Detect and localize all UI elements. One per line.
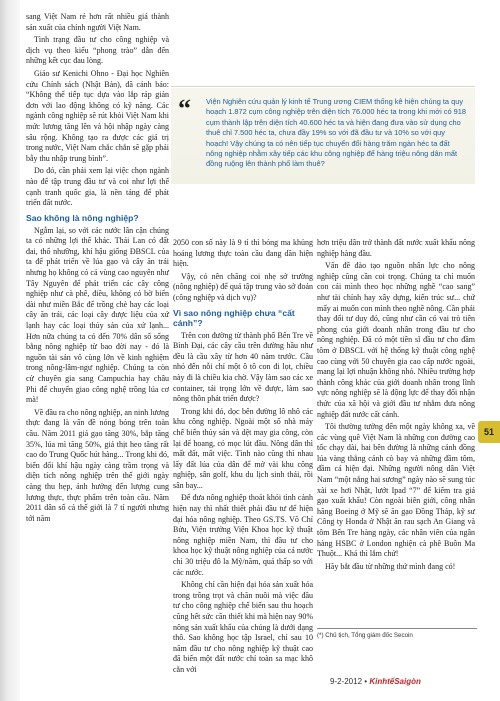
section-heading: Sao không là nông nghiệp? xyxy=(26,212,139,223)
footer-bullet: • xyxy=(364,677,368,686)
issue-date: 9-2-2012 xyxy=(330,677,363,686)
paragraph: Về đầu ra cho nông nghiệp, an ninh lương thực đang là vấn đề nóng bỏng trên toàn cầu. Năm 2011 giá gạo tăng 30%, bắp tăng 35%, lúa mì tăng 50%, giá thịt heo tăng rất cao do Trung Quốc hút hàng... Trong khi đó, biến đổi khí hậu ngày càng trầm trọng và diện tích nông nghiệp trên thế giới ngày càng thu hẹp, ảnh hưởng đến lượng cung lương thực, thực phẩm trên toàn cầu. Năm 2011 dân số cả thế giới là 7 tỉ người nhưng tới năm xyxy=(26,407,169,523)
paragraph: Trong khi đó, dọc bên đường lô nhô các khu công nghiệp. Ngoài một số nhà máy chế biến thủy sản và dệt may gia công, còn lại để hoang, cỏ mọc lút đầu. Nông dân thì mất đất, mất việc. Tình nào cũng thì nhau lấy đất lúa của dân để mở vài khu công nghiệp, sân golf, khu du lịch sinh thái, rồi sân bay... xyxy=(173,406,313,490)
column-1 xyxy=(26,12,169,526)
column-3 xyxy=(317,238,475,574)
paragraph: Vậy, có nên chăng coi nhẹ sở trường (nông nghiệp) để quá tập trung vào sở đoản (công nghiệp và dịch vụ)? xyxy=(173,271,313,302)
paragraph: Trên con đường từ thành phố Bến Tre về Bình Đại, các cây cầu trên đường hầu như đều là cầu xây từ hơn 40 năm trước. Cầu nhỏ đến nỗi chỉ một ô tô con đi lọt, chiều này đi là chiều kia chờ. Vậy làm sao các xe container, tải trọng lớn về được, làm sao nông thôn phát triển được? xyxy=(173,330,313,404)
paragraph: Giáo sư Kenichi Ohno - Đại học Nghiên cứu Chính sách (Nhật Bản), đã cảnh báo: “Không thể tiếp tục dựa vào lắp ráp giản đơn với lao động không có kỹ năng. Các ngành công nghiệp sẽ rút khỏi Việt Nam khi mức lương tăng lên và hội nhập ngày càng sâu rộng. Không tạo ra được các giá trị trong nước, Việt Nam chắc chắn sẽ gặp phải bẫy thu nhập trung bình”. xyxy=(26,68,169,163)
column-2 xyxy=(173,238,313,678)
page-number-tab: 51 xyxy=(478,421,500,443)
quote-top-rule xyxy=(171,86,475,87)
paragraph: Hãy bắt đầu từ những thứ mình đang có! xyxy=(325,561,456,571)
page-footer xyxy=(330,677,480,686)
paragraph: 2050 con số này là 9 tỉ thì bóng ma khủng hoảng lương thực toàn cầu đang dần hiện hiện. xyxy=(173,238,313,269)
paragraph: Tình trạng đầu tư cho công nghiệp và dịch vụ theo kiểu “phong trào” dẫn đến những kết cục đau lòng. xyxy=(26,35,169,66)
paragraph: Tôi thường tưởng đến một ngày không xa, về các vùng quê Việt Nam là những con đường cao tốc chạy dài, hai bên đường là những cánh đồng lúa vàng thẳng cánh cò bay và những đầm tôm, đầm cá hiện đại. Những người nông dân Việt Nam “một nắng hai sương” ngày nào sẽ sung túc xài xe hơi Nhật, lướt Ipad “7” để kiếm tra giá gạo xuất khẩu! Còn ngoài biên giới, công nhân hãng Boeing ở Mỹ sẽ ăn gạo Đồng Tháp, kỹ sư Công ty Honda ở Nhật ăn rau sạch An Giang và tôm Bến Tre hàng ngày, các nhân viên của ngân hàng HSBC ở London nghiện cà phê Buôn Ma Thuột... Khá thì lắm chứ! xyxy=(317,422,475,559)
section-heading: Vì sao nông nghiệp chưa “cất cánh”? xyxy=(173,307,295,328)
author-footnote: (*) Chủ tịch, Tổng giám đốc Secoin xyxy=(317,628,477,639)
paragraph: sang Việt Nam rẻ hơn rất nhiều giá thành sản xuất của chính người Việt Nam. xyxy=(26,12,169,32)
paragraph: Do đó, cần phải xem lại việc chọn ngành nào để tập trung đầu tư và coi như lợi thế cạnh tranh quốc gia, là nền tảng để phát triển đất nước. xyxy=(26,166,169,208)
magazine-logo: KinhtếSaigòn xyxy=(369,677,421,686)
page-spine-shadow xyxy=(0,0,20,701)
quote-mark-icon: “ xyxy=(178,94,191,123)
pull-quote-text: Viện Nghiên cứu quản lý kinh tế Trung ương CIEM thống kê hiện chúng ta quy hoạch 1.872 cụm công nghiệp trên diện tích 76.000 héc ta trong khi mới có 918 cụm thành lập trên diện tích 40.600 héc ta và hiện đang đưa vào sử dụng cho thuê chỉ 7.500 héc ta, chưa đầy 19% so với đã đầu tư và 10% so với quy hoạch! Vậy chúng ta có nên tiếp tục chuyển đổi hàng trăm ngàn héc ta đất nông nghiệp nhằm xây tiếp các khu công nghiệp để hàng triệu nông dân mất đồng ruộng lên thành phố làm thuê? xyxy=(206,97,466,169)
paragraph: hơn triệu dân trở thành đất nước xuất khẩu nông nghiệp hàng đầu. xyxy=(317,238,475,258)
paragraph: Vấn đề đào tạo nguồn nhân lực cho nông nghiệp cũng cần coi trọng. Chúng ta chỉ muốn con cái mình theo học những nghề “cao sang” như tài chính hay xây dựng, kiến trúc sư... chứ mấy ai muốn con mình theo nghề nông. Cần phải thay đổi tư duy đó, cũng như cần có vai trò tiên phong của giới doanh nhân trong đầu tư cho nông nghiệp. Đã có một tiền sĩ đầu tư cho đầm tôm ở ĐBSCL với hệ thống kỹ thuật công nghệ cao cùng với 50 chuyên gia cao cấp nước ngoài, mang lại lợi nhuận không nhỏ. Nhiều trường hợp thành công khác của giới doanh nhân trong lĩnh vực nông nghiệp sẽ là động lực để thay đổi nhận thức của xã hội và giới đầu tư nhằm đưa nông nghiệp đất nước cất cánh. xyxy=(317,261,475,419)
paragraph: Không chỉ cần hiện đại hóa sản xuất hóa trong trồng trọt và chăn nuôi mà việc đầu tư cho công nghiệp chế biến sau thu hoạch cũng hết sức cần thiết khi mà hiện nay 90% nông sản xuất khẩu của chúng là dưới dạng thô. Sao không học tập Israel, chỉ sau 10 năm đầu tư cho nông nghiệp kỹ thuật cao đã biến một đất nước chỉ toàn sa mạc khô cằn với xyxy=(173,580,313,674)
paragraph: Ngẫm lại, so với các nước lân cận chúng ta có những lợi thế khác. Thái Lan có đất đai, thổ nhưỡng, khí hậu giống ĐBSCL của ta để phát triển về lúa gạo và cây ăn trái nhưng họ không có cả vùng cao nguyên như Tây Nguyên để phát triển các cây công nghiệp như cà phê, điều, không có bờ biển dài như miền Bắc để trồng chè hay các loại cây ăn trái, các loại cây được liệu của xứ lạnh hay các loại thủy sản của xứ lạnh... Hơn nữa chúng ta có đến 70% dân số sống bằng nông nghiệp từ bao đời nay - đó là nguồn tài sản vô cùng lớn về kinh nghiệm trong nông-lâm-ngư nghiệp. Chúng ta còn cử chuyên gia sang Campuchia hay châu Phi để chuyển giao công nghệ trồng lúa cơ mà! xyxy=(26,225,169,405)
paragraph: Để đưa nông nghiệp thoát khỏi tình cảnh hiện nay thì nhất thiết phải đầu tư để hiện đại hóa nông nghiệp. Theo GS.TS. Võ Chí Bửu, Viện trưởng Viện Khoa học kỹ thuật nông nghiệp miền Nam, thì đầu tư cho khoa học kỹ thuật nông nghiệp của cả nước chỉ 30 triệu đô la Mỹ/năm, quá thấp so với các nước. xyxy=(173,493,313,577)
